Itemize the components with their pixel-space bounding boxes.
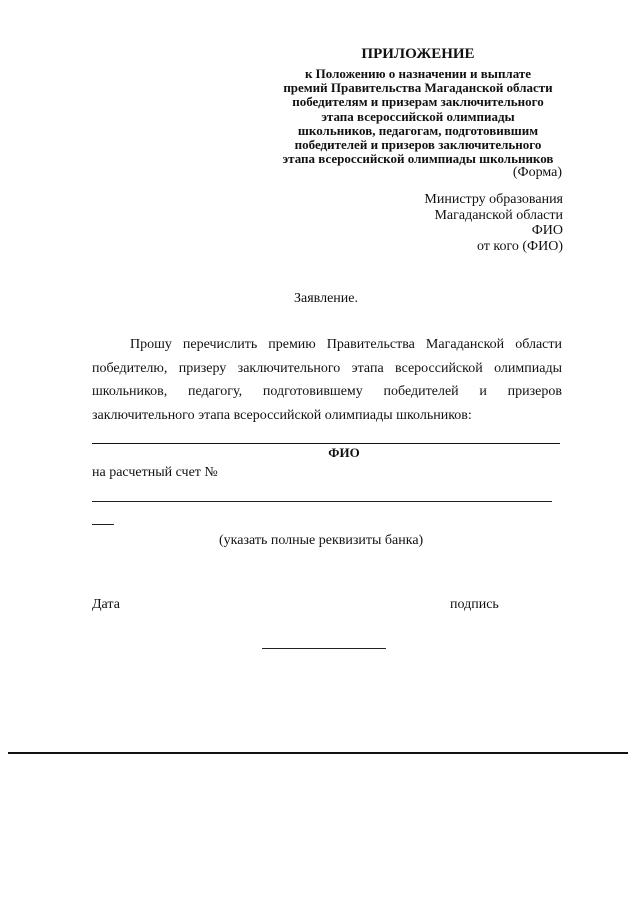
fio-caption: ФИО xyxy=(328,445,360,460)
appendix-title: ПРИЛОЖЕНИЕ xyxy=(361,46,475,62)
statement-body-line: Прошу перечислить премию Правительства Магаданской области xyxy=(130,337,562,352)
addressee-line: Магаданской области xyxy=(434,207,563,223)
statement-body-line: победителю, призеру заключительного этапа всероссийской олимпиады xyxy=(92,360,562,376)
appendix-line: премий Правительства Магаданской области xyxy=(283,80,553,96)
appendix-line: этапа всероссийской олимпиады школьников xyxy=(282,151,554,167)
addressee-line: Министру образования xyxy=(424,192,563,207)
appendix-line: победителей и призеров заключительного xyxy=(294,137,542,153)
statement-body xyxy=(92,333,562,427)
statement-body-line: заключительного этапа всероссийской олимпиады школьников: xyxy=(92,407,472,423)
appendix-line: к Положению о назначении и выплате xyxy=(304,66,532,81)
signature-fill-line[interactable] xyxy=(262,648,386,649)
appendix-reference xyxy=(0,67,640,166)
bank-details-caption: (указать полные реквизиты банка) xyxy=(219,533,424,548)
account-fill-line-continued[interactable] xyxy=(92,524,114,525)
appendix-line: школьников, педагогам, подготовившим xyxy=(297,122,539,138)
date-label: Дата xyxy=(92,597,120,612)
statement-title: Заявление. xyxy=(294,291,358,306)
page-bottom-divider xyxy=(8,752,628,754)
form-label: (Форма) xyxy=(512,165,562,180)
signature-label: подпись xyxy=(450,597,499,612)
addressee-block xyxy=(424,192,563,254)
account-label: на расчетный счет № xyxy=(92,465,218,480)
appendix-line: этапа всероссийской олимпиады xyxy=(321,108,515,124)
account-fill-line[interactable] xyxy=(92,501,552,502)
addressee-line: от кого (ФИО) xyxy=(476,238,563,254)
appendix-line: победителям и призерам заключительного xyxy=(292,94,544,110)
statement-body-line: школьников, педагогу, подготовившему победителей и призеров xyxy=(92,384,562,399)
fio-fill-line[interactable] xyxy=(92,443,560,444)
addressee-line: ФИО xyxy=(531,223,563,238)
